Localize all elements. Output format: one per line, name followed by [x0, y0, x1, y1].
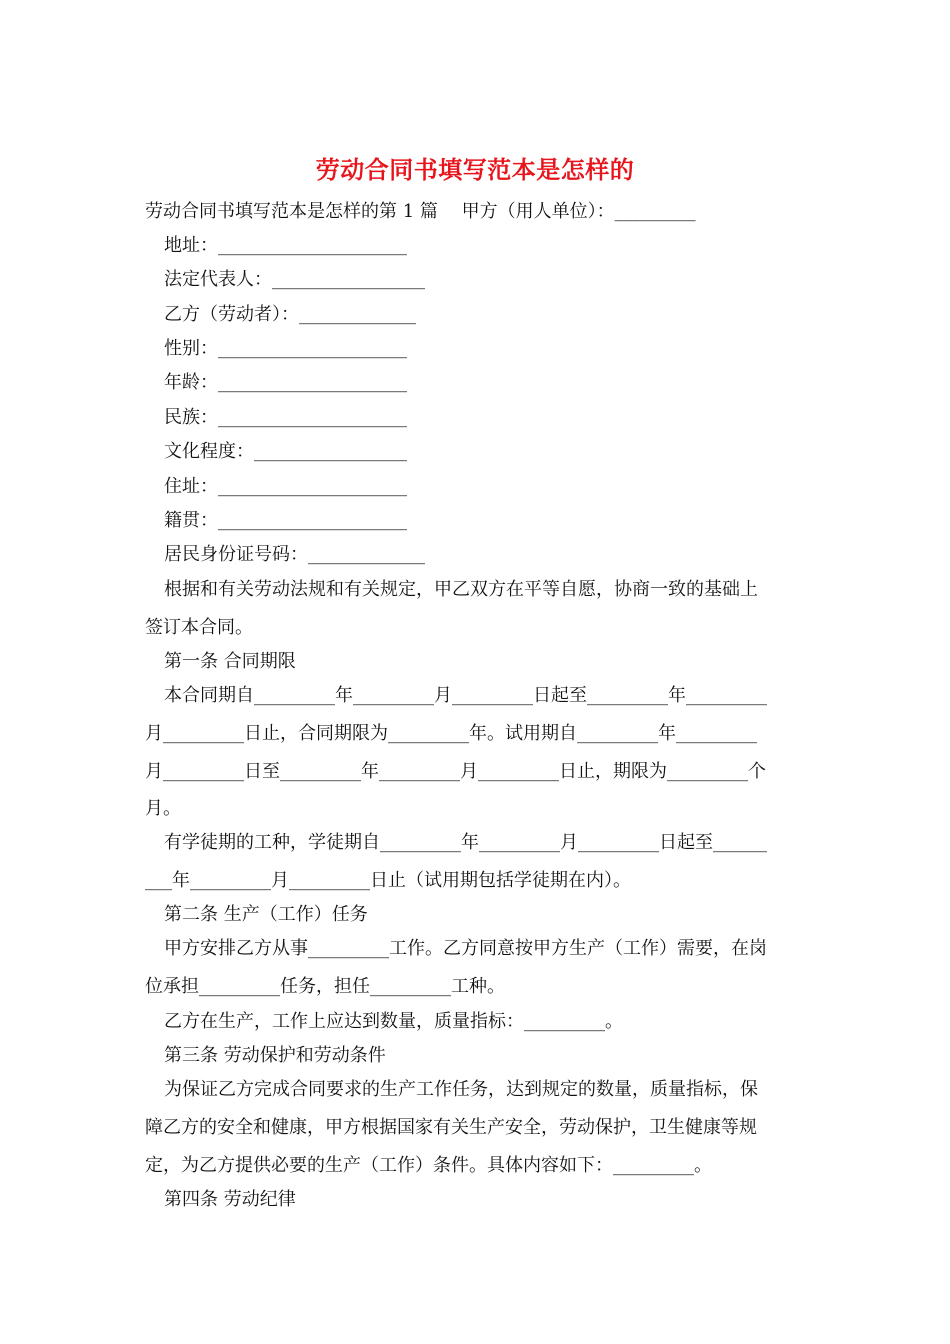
article-1-text-line-1: 本合同期自_________年_________月_________日起至_________年_________ — [164, 685, 767, 706]
article-2-heading: 第二条 生产（工作）任务 — [164, 904, 368, 925]
article-3-text-line-1: 为保证乙方完成合同要求的生产工作任务，达到规定的数量，质量指标，保 — [164, 1079, 758, 1100]
preamble-line-2: 签订本合同。 — [145, 617, 253, 638]
id-number-field-line: 居民身份证号码：_____________ — [164, 544, 425, 565]
legal-representative-field-line: 法定代表人：_________________ — [164, 269, 425, 290]
article-3-text-line-3: 定，为乙方提供必要的生产（工作）条件。具体内容如下：_________。 — [145, 1155, 712, 1176]
education-field-line: 文化程度：_________________ — [164, 441, 407, 462]
article-1-text-line-4: 月。 — [145, 798, 181, 819]
article-3-heading: 第三条 劳动保护和劳动条件 — [164, 1045, 386, 1066]
residence-field-line: 住址：_____________________ — [164, 476, 407, 497]
age-field-line: 年龄：_____________________ — [164, 372, 407, 393]
article-2-quota-line: 乙方在生产，工作上应达到数量，质量指标：_________。 — [164, 1011, 623, 1032]
article-1-heading: 第一条 合同期限 — [164, 651, 296, 672]
article-3-text-line-2: 障乙方的安全和健康，甲方根据国家有关生产安全，劳动保护，卫生健康等规 — [145, 1117, 757, 1138]
ethnicity-field-line: 民族：_____________________ — [164, 407, 407, 428]
intro-party-a-line: 劳动合同书填写范本是怎样的第 1 篇 甲方（用人单位）：_________ — [145, 201, 696, 222]
article-1-text-line-2: 月_________日止，合同期限为_________年。试用期自_________年_________ — [145, 723, 757, 744]
native-place-field-line: 籍贯：_____________________ — [164, 510, 407, 531]
document-title: 劳动合同书填写范本是怎样的 — [315, 155, 635, 184]
preamble-line-1: 根据和有关劳动法规和有关规定，甲乙双方在平等自愿，协商一致的基础上 — [164, 579, 758, 600]
article-4-heading: 第四条 劳动纪律 — [164, 1189, 296, 1210]
apprentice-text-line-2: ___年_________月_________日止（试用期包括学徒期在内）。 — [145, 870, 631, 891]
address-field-line: 地址：_____________________ — [164, 235, 407, 256]
apprentice-text-line-1: 有学徒期的工种，学徒期自_________年_________月_________日起至______ — [164, 832, 767, 853]
article-2-text-line-2: 位承担_________任务，担任_________工种。 — [145, 976, 505, 997]
article-1-text-line-3: 月_________日至_________年_________月_________日止，期限为_________个 — [145, 761, 766, 782]
gender-field-line: 性别：_____________________ — [164, 338, 407, 359]
party-b-field-line: 乙方（劳动者）：_____________ — [164, 304, 416, 325]
article-2-text-line-1: 甲方安排乙方从事_________工作。乙方同意按甲方生产（工作）需要，在岗 — [164, 938, 767, 959]
